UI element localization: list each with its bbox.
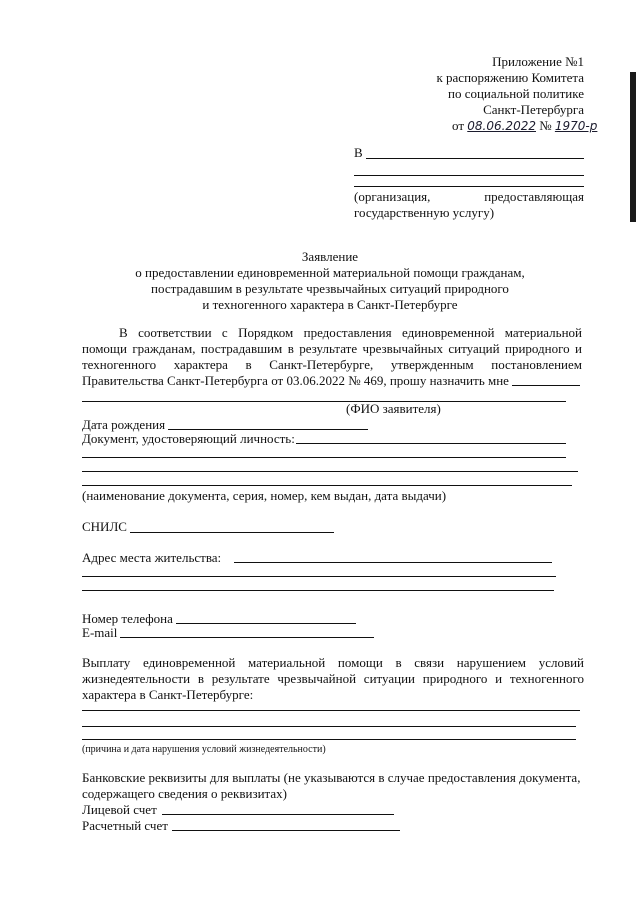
id-document-line-3[interactable] <box>82 471 578 472</box>
addressee-caption-left: (организация, <box>354 189 431 204</box>
addressee-line-1 <box>366 158 584 159</box>
birth-date-field[interactable] <box>168 429 368 430</box>
address-field[interactable] <box>234 562 552 563</box>
fio-line-start <box>512 385 580 386</box>
request-paragraph-last-line: Правительства Санкт-Петербурга от 03.06.2022 № 469, прошу назначить мне <box>82 373 509 388</box>
settlement-account-label: Расчетный счет <box>82 818 168 833</box>
phone-field[interactable] <box>176 623 356 624</box>
id-document-line-4[interactable] <box>82 485 572 486</box>
appendix-title: Приложение №1 <box>492 54 584 69</box>
settlement-account-field[interactable] <box>172 830 400 831</box>
request-paragraph: В соответствии с Порядком предоставления единовременной материальной помощи гражданам, пострадавшим в результате чрезвычайных ситуаций природного и техногенного характера в Санкт-Петербурге, утвержденным постановлением <box>82 325 582 372</box>
title-line-3: пострадавшим в результате чрезвычайных ситуаций природного <box>151 281 509 296</box>
header-line-2: к распоряжению Комитета <box>436 70 584 85</box>
id-document-field[interactable] <box>296 443 566 444</box>
email-label: E-mail <box>82 625 118 640</box>
email-field[interactable] <box>120 637 374 638</box>
addressee-line-2 <box>354 175 584 176</box>
title-line-4: и техногенного характера в Санкт-Петербурге <box>202 297 458 312</box>
date-prefix: от <box>452 118 465 133</box>
handwritten-number: 1970-р <box>554 119 598 133</box>
bank-line-1: Банковские реквизиты для выплаты (не указываются в случае предоставления документа, <box>82 770 581 785</box>
addressee-line-3 <box>354 186 584 187</box>
snils-label: СНИЛС <box>82 519 127 534</box>
address-line-3[interactable] <box>82 590 554 591</box>
title-line-2: о предоставлении единовременной материальной помощи гражданам, <box>135 265 525 280</box>
payment-reason-line-1[interactable] <box>82 710 580 711</box>
header-line-3: по социальной политике <box>448 86 584 101</box>
personal-account-label: Лицевой счет <box>82 802 157 817</box>
address-line-2[interactable] <box>82 576 556 577</box>
payment-line-2: жизнедеятельности в результате чрезвычайной ситуации природного и техногенного <box>82 671 584 686</box>
handwritten-date: 08.06.2022 <box>467 119 536 133</box>
birth-date-label: Дата рождения <box>82 417 166 432</box>
id-document-line-2[interactable] <box>82 457 566 458</box>
payment-line-3: характера в Санкт-Петербурге: <box>82 687 254 702</box>
id-document-label: Документ, удостоверяющий личность: <box>82 431 295 446</box>
payment-reason-line-2[interactable] <box>82 726 576 727</box>
personal-account-field[interactable] <box>162 814 394 815</box>
addressee-prefix: В <box>354 145 363 160</box>
address-label: Адрес места жительства: <box>82 550 222 565</box>
header-line-4: Санкт-Петербурга <box>483 102 584 117</box>
snils-field[interactable] <box>130 532 334 533</box>
fio-line <box>82 401 566 402</box>
payment-reason-line-3[interactable] <box>82 739 576 740</box>
document-title: Заявление <box>301 249 359 264</box>
header-date-line <box>452 118 597 134</box>
fio-caption: (ФИО заявителя) <box>346 401 441 416</box>
addressee-caption-right: предоставляющая <box>484 189 584 204</box>
bank-line-2: содержащего сведения о реквизитах) <box>82 786 287 801</box>
payment-caption: (причина и дата нарушения условий жизнедеятельности) <box>82 744 326 755</box>
document-caption: (наименование документа, серия, номер, кем выдан, дата выдачи) <box>82 488 447 503</box>
payment-line-1: Выплату единовременной материальной помощи в связи нарушением условий <box>82 655 584 670</box>
phone-label: Номер телефона <box>82 611 173 626</box>
addressee-caption-line-2: государственную услугу) <box>354 205 495 220</box>
number-sign: № <box>539 118 552 133</box>
scan-edge-bar <box>630 72 636 222</box>
